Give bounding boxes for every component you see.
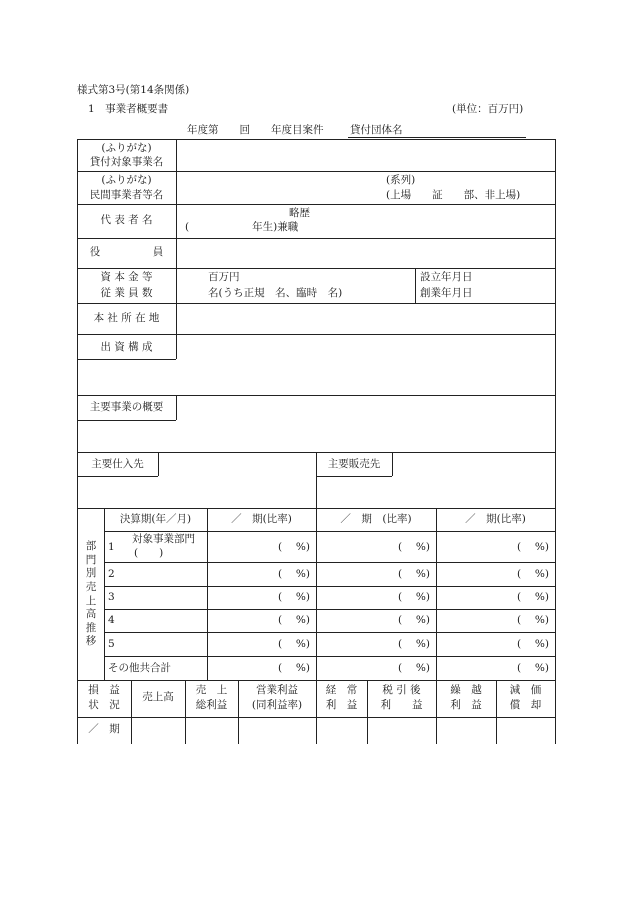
line [104, 562, 555, 563]
pl-period: ／ 期 [88, 723, 120, 735]
line [104, 609, 555, 610]
pl-ordinary-1: 経 常 [325, 684, 358, 696]
pl-carried-1: 繰 越 [450, 684, 482, 696]
suppliers-box-bottom [77, 476, 158, 477]
pl-operating-1: 営業利益 [256, 684, 298, 696]
line [77, 171, 555, 172]
pct-cell: ( %) [397, 662, 430, 674]
sales-side-label: 部門別売上高推移 [85, 540, 97, 648]
pct-cell: ( %) [397, 638, 430, 650]
row-num-2: 2 [108, 568, 115, 580]
target-division-paren: ( ) [134, 547, 164, 559]
pl-label-1: 損 益 [88, 684, 120, 696]
line [77, 268, 555, 269]
pl-label-2: 状 況 [88, 699, 120, 711]
line [77, 204, 555, 205]
pl-col-divider [131, 680, 132, 744]
line [104, 531, 555, 532]
pct-cell: ( %) [277, 591, 310, 603]
investment-label: 出 資 構 成 [100, 341, 153, 353]
pct-cell: ( %) [516, 568, 549, 580]
representative-label: 代 表 者 名 [100, 214, 153, 226]
sales-dest-box-right [392, 452, 393, 476]
row-num-5: 5 [108, 638, 115, 650]
pct-cell: ( %) [397, 614, 430, 626]
pl-net-1: 税 引 後 [382, 684, 421, 696]
affiliation-label: (系列) [386, 174, 416, 186]
pl-gross-1: 売 上 [195, 684, 228, 696]
pct-cell: ( %) [516, 541, 549, 553]
frame-left [77, 139, 78, 744]
pct-cell: ( %) [277, 541, 310, 553]
line [77, 303, 555, 304]
pl-depreciation-1: 減 価 [509, 684, 542, 696]
pl-ordinary-2: 利 益 [325, 699, 358, 711]
sales-destinations-label: 主要販売先 [327, 458, 381, 470]
row-num-3: 3 [108, 591, 115, 603]
pct-cell: ( %) [516, 614, 549, 626]
business-box-bottom [77, 420, 176, 421]
pct-cell: ( %) [397, 591, 430, 603]
target-project-label: 貸付対象事業名 [89, 156, 164, 168]
established-label: 設立年月日 [420, 271, 473, 283]
employees-breakdown: 名(うち正規 名、臨時 名) [208, 287, 343, 299]
line [104, 632, 555, 633]
pl-sales: 売上高 [142, 691, 174, 703]
pct-cell: ( %) [277, 568, 310, 580]
investment-box-bottom [77, 359, 176, 360]
pl-gross-2: 総利益 [195, 699, 228, 711]
pct-cell: ( %) [516, 638, 549, 650]
unit-label: (単位：百万円) [452, 103, 524, 115]
pl-carried-2: 利 益 [450, 699, 482, 711]
established-divider [415, 268, 416, 303]
hq-label: 本 社 所 在 地 [93, 312, 160, 324]
line [104, 586, 555, 587]
row-num-1: 1 [108, 541, 115, 553]
capital-label: 資 本 金 等 [100, 271, 153, 283]
line [104, 656, 555, 657]
officers-label: 役 員 [89, 246, 164, 258]
period-col-1: ／ 期(比率) [231, 513, 292, 525]
pl-depreciation-2: 償 却 [509, 699, 542, 711]
lending-group-label: 貸付団体名 [350, 124, 403, 136]
other-total-label: その他共合計 [108, 662, 171, 674]
section-title: 1 事業者概要書 [88, 103, 169, 115]
capital-unit: 百万円 [208, 271, 240, 283]
private-operator-label: 民間事業者等名 [89, 189, 164, 201]
target-furigana: (ふりがな) [101, 142, 152, 154]
employees-label: 従 業 員 数 [100, 287, 153, 299]
pct-cell: ( %) [277, 614, 310, 626]
row-num-4: 4 [108, 614, 115, 626]
pct-cell: ( %) [277, 662, 310, 674]
line [77, 334, 555, 335]
form-number: 様式第3号(第14条関係) [77, 84, 190, 96]
business-box-right [176, 395, 177, 420]
pl-net-2: 利 益 [380, 699, 423, 711]
target-division-label: 対象事業部門 [132, 533, 195, 545]
pl-operating-2: (同利益率) [251, 699, 303, 711]
period-col-2: ／ 期 (比率) [340, 513, 412, 525]
frame-right [555, 139, 556, 744]
suppliers-label: 主要仕入先 [91, 458, 144, 470]
private-furigana: (ふりがな) [101, 174, 152, 186]
line [77, 139, 555, 140]
born-concurrent-label: ( 年生)兼職 [185, 221, 299, 233]
label-col-divider [176, 139, 177, 359]
pct-cell: ( %) [516, 591, 549, 603]
fiscal-year-line: 年度第 回 年度目案件 [187, 124, 324, 136]
business-overview-label: 主要事業の概要 [89, 401, 164, 413]
career-label: 略歴 [289, 207, 310, 219]
founded-label: 創業年月日 [420, 287, 473, 299]
sales-dest-box-bottom [316, 476, 392, 477]
line [77, 395, 555, 396]
period-header: 決算期(年／月) [119, 513, 192, 525]
pct-cell: ( %) [397, 541, 430, 553]
line [77, 238, 555, 239]
suppliers-box-right [158, 452, 159, 476]
pct-cell: ( %) [397, 568, 430, 580]
listing-label: (上場 証 部、非上場) [386, 189, 521, 201]
lending-group-underline [348, 137, 526, 138]
pct-cell: ( %) [277, 638, 310, 650]
sales-side-divider [104, 508, 105, 680]
period-col-3: ／ 期(比率) [465, 513, 526, 525]
pct-cell: ( %) [516, 662, 549, 674]
